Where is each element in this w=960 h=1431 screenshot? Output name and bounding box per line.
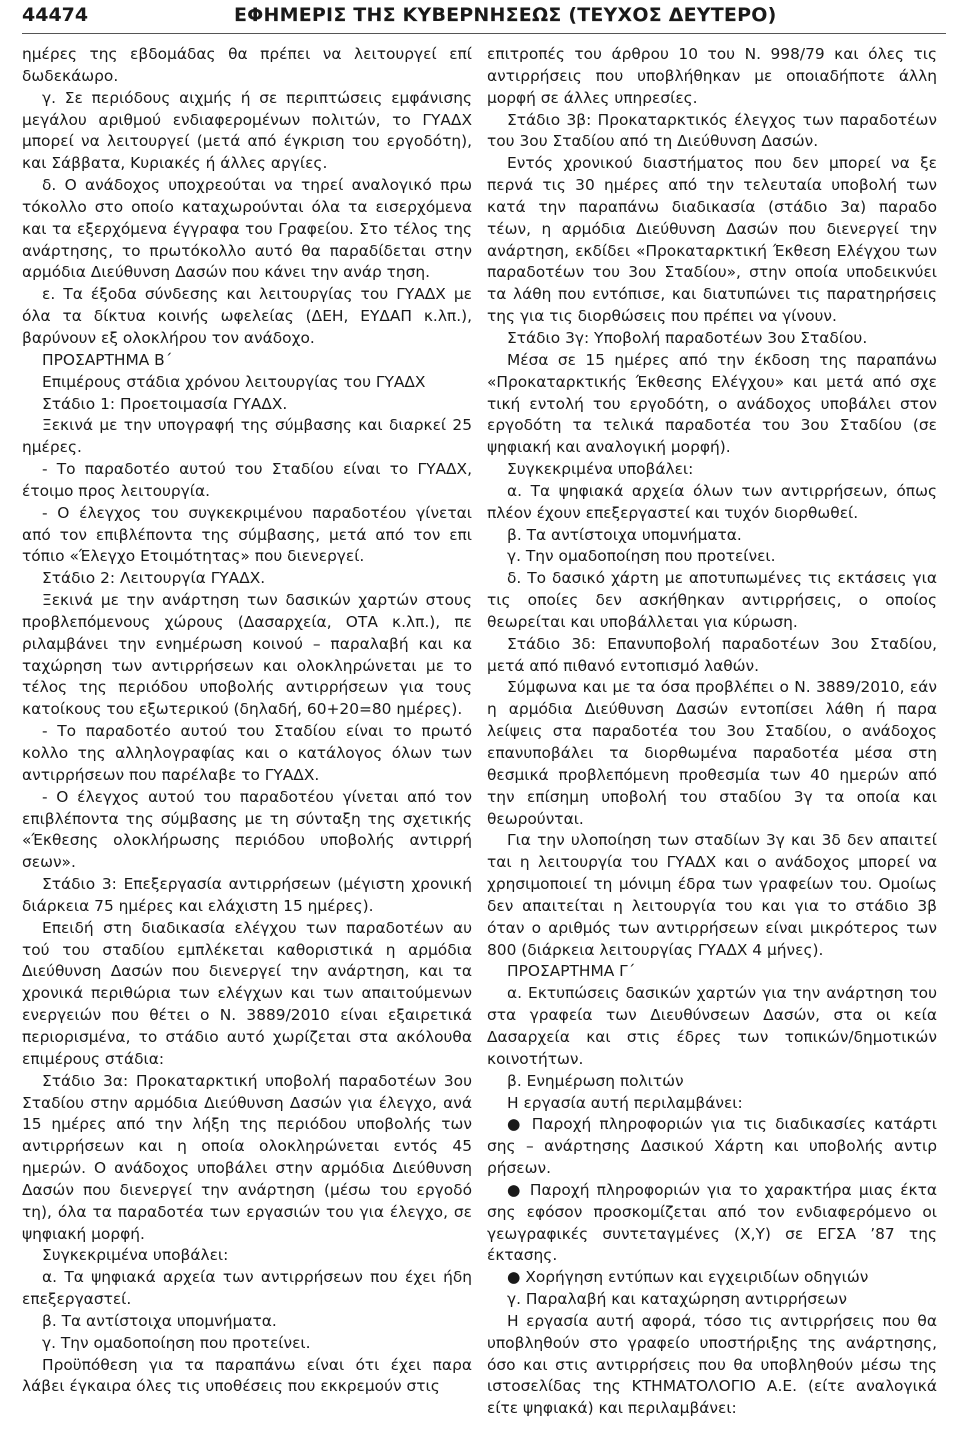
paragraph: Στάδιο 3α: Προκαταρκτική υποβολή παραδοτέων 3ου Σταδίου στην αρμόδια Διεύθυνση Δασών για έλεγχο, ανά 15 ημέρες από την λήξη της περιόδου υποβολής των αντιρρήσεων και η οποία ολοκληρώνεται εντός 45 ημερών. Ο ανάδοχος υποβάλει στην αρμόδια Διεύθυνση Δασών που διενεργεί την ανάρτηση (μέσω του εργοδό τη), όλα τα παραδοτέα των εργασιών του για έλεγχο, σε ψηφιακή μορφή.	[22, 1071, 472, 1243]
paragraph: δ. Ο ανάδοχος υποχρεούται να τηρεί αναλογικό πρω τόκολλο στο οποίο καταχωρούνται όλα τα εισερχόμενα και τα εξερχόμενα έγγραφα του Γραφείου. Στο τέλος της ανάρτησης, το πρωτόκολλο αυτό θα παραδίδεται στην αρμόδια Διεύθυνση Δασών που κάνει την ανάρ τηση.	[22, 176, 472, 282]
paragraph: Σύμφωνα και με τα όσα προβλέπει ο Ν. 3889/2010, εάν η αρμόδια Διεύθυνση Δασών εντοπίσει λάθη ή παρα λείψεις στα παραδοτέα του 3ου Σταδίου, ο ανάδοχος επανυποβάλει τα διορθωμένα παραδοτέα μέσα στη θεσμικά προβλεπόμενη προθεσμία των 40 ημερών από την επίσημη υποβολή του σταδίου 3γ τα οποία και θεωρούνται.	[487, 678, 937, 828]
paragraph: α. Εκτυπώσεις δασικών χαρτών για την ανάρτηση του στα γραφεία των Διευθύνσεων Δασών, στα οι κεία Δασαρχεία και στις έδρες των τοπικών/δημοτικών κοινοτήτων.	[487, 984, 937, 1068]
list-item: γ. Την ομαδοποίηση που προτείνει.	[42, 1333, 311, 1352]
list-item: γ. Την ομαδοποίηση που προτείνει.	[507, 547, 776, 566]
paragraph: Η εργασία αυτή αφορά, τόσο τις αντιρρήσεις που θα υποβληθούν στο γραφείο υποστήριξης της ανάρτησης, όσο και στις αντιρρήσεις που θα υποβληθούν μέσω της ιστοσελίδας της ΚΤΗΜΑΤΟΛΟΓΙΟ Α.Ε. (είτε αναλογικά είτε ψηφιακά) και περιλαμβάνει:	[487, 1311, 937, 1418]
list-item: α. Τα ψηφιακά αρχεία όλων των αντιρρήσεων, όπως πλέον έχουν επεξεργαστεί και τυχόν διορθωθεί.	[487, 481, 937, 522]
header-rule	[22, 33, 946, 34]
list-item: β. Τα αντίστοιχα υπομνήματα.	[42, 1311, 277, 1330]
right-column	[487, 44, 937, 1420]
paragraph: Για την υλοποίηση των σταδίων 3γ και 3δ δεν απαιτεί ται η λειτουργία του ΓΥΑΔΧ και ο ανάδοχος μπορεί να χρησιμοποιεί τη μόνιμη έδρα των γραφείων του. Ομοίως δεν απαιτείται η λειτουργία του και για το στάδιο 3β όταν ο αριθμός των αντιρρήσεων είναι μικρότερος των 800 (διάρκεια λειτουργίας ΓΥΑΔΧ 4 μήνες).	[487, 831, 937, 959]
paragraph: Προϋπόθεση για τα παραπάνω είναι ότι έχει παρα λάβει έγκαιρα όλες τις υποθέσεις που εκκρεμούν στις	[22, 1355, 472, 1396]
paragraph: β. Ενημέρωση πολιτών	[507, 1071, 684, 1090]
bullet-item: ● Παροχή πληροφοριών για το χαρακτήρα μιας έκτα σης εφόσον προσκομίζεται από τον ενδιαφερόμενο οι γεωγραφικές συντεταγμένες (Χ,Υ) σε ΕΓΣΑ ’87 της έκτασης.	[487, 1180, 937, 1265]
paragraph: - Ο έλεγχος αυτού του παραδοτέου γίνεται από τον επιβλέποντα της σύμβασης με τη σύνταξη της σχετικής «Έκθεσης ολοκλήρωσης περιόδου υποβολής αντιρρή σεων».	[22, 787, 472, 872]
paragraph: επιτροπές του άρθρου 10 του Ν. 998/79 και όλες τις αντιρρήσεις που υποβλήθηκαν με οποιαδήποτε άλλη μορφή σε άλλες υπηρεσίες.	[487, 45, 937, 107]
bullet-item: ● Παροχή πληροφοριών για τις διαδικασίες κατάρτι σης – ανάρτησης Δασικού Χάρτη και υποβολής αντιρ ρήσεων.	[487, 1115, 937, 1178]
paragraph: - Το παραδοτέο αυτού του Σταδίου είναι το πρωτό κολλο της αλληλογραφίας και ο κατάλογος όλων των αντιρρήσεων που παρέλαβε το ΓΥΑΔΧ.	[22, 722, 472, 784]
paragraph: Συγκεκριμένα υποβάλει:	[42, 1246, 229, 1265]
paragraph: - Ο έλεγχος του συγκεκριμένου παραδοτέου γίνεται από τον επιβλέποντα της σύμβασης, μετά από τον επι τόπιο «Έλεγχο Ετοιμότητας» που διενεργεί.	[22, 503, 472, 566]
annex-heading: ΠΡΟΣΑΡΤΗΜΑ Β΄	[42, 350, 173, 369]
paragraph: Επειδή στη διαδικασία ελέγχου των παραδοτέων αυ τού του σταδίου εμπλέκεται καθοριστικά η αρμόδια Διεύθυνση Δασών που διενεργεί την ανάρτηση, και τα χρονικά περιθώρια των ελέγχων και των απαιτούμενων ενεργειών που θέτει ο Ν. 3889/2010 είναι εξαιρετικά περιορισμένα, το στάδιο αυτό χωρίζεται στα ακόλουθα επιμέρους στάδια:	[22, 918, 472, 1068]
list-item: δ. Το δασικό χάρτη με αποτυπωμένες τις εκτάσεις για τις οποίες δεν ασκήθηκαν αντιρρήσεις, ο οποίος θεωρείται και υποβάλλεται για κύρωση.	[487, 569, 937, 631]
list-item: β. Τα αντίστοιχα υπομνήματα.	[507, 525, 742, 544]
stage-heading: Στάδιο 3β: Προκαταρκτικός έλεγχος των παραδοτέων του 3ου Σταδίου από τη Διεύθυνση Δασών.	[487, 110, 937, 151]
paragraph: Η εργασία αυτή περιλαμβάνει:	[507, 1093, 743, 1112]
paragraph: Μέσα σε 15 ημέρες από την έκδοση της παραπάνω «Προκαταρκτικής Έκθεσης Ελέγχου» και μετά από σχε τική εντολή του εργοδότη, ο ανάδοχος υποβάλει στον εργοδότη τα τελικά παραδοτέα του 3ου Σταδίου (σε ψηφιακή και αναλογική μορφή).	[487, 350, 937, 457]
paragraph: Εντός χρονικού διαστήματος που δεν μπορεί να ξε περνά τις 30 ημέρες από την τελευταία υποβολή των κατά την παραπάνω διαδικασία (στάδιο 3α) παραδο τέων, η αρμόδια Διεύθυνση Δασών που διενεργεί την ανάρτηση, εκδίδει «Προκαταρκτική Έκθεση Ελέγχου των παραδοτέων του 3ου Σταδίου», στην οποία υποδεικνύει τα λάθη που εντόπισε, και διατυπώνει τις παρατηρήσεις της για τις διορθώσεις που πρέπει να γίνουν.	[487, 154, 937, 326]
paragraph: ε. Τα έξοδα σύνδεσης και λειτουργίας του ΓΥΑΔΧ με όλα τα δίκτυα κοινής ωφελείας (ΔΕΗ, ΕΥΔΑΠ κ.λπ.), βαρύνουν εξ ολοκλήρου τον ανάδοχο.	[22, 285, 472, 347]
stage-heading: Στάδιο 1: Προετοιμασία ΓΥΑΔΧ.	[42, 394, 288, 413]
left-column	[22, 44, 472, 1398]
paragraph: - Το παραδοτέο αυτού του Σταδίου είναι το ΓΥΑΔΧ, έτοιμο προς λειτουργία.	[22, 460, 472, 500]
stage-heading: Στάδιο 3γ: Υποβολή παραδοτέων 3ου Σταδίου.	[507, 328, 868, 347]
running-head: ΕΦΗΜΕΡΙΣ ΤΗΣ ΚΥΒΕΡΝΗΣΕΩΣ (ΤΕΥΧΟΣ ΔΕΥΤΕΡΟ)	[234, 4, 777, 26]
paragraph: Ξεκινά με την ανάρτηση των δασικών χαρτών στους προβλεπόμενους χώρους (Δασαρχεία, ΟΤΑ κ.λπ.), πε ριλαμβάνει την ενημέρωση κοινού – παραλαβή και κα ταχώρηση των αντιρρήσεων και ολοκληρώνεται με το τέλος της περιόδου υποβολής αντιρρήσεων για τους κατοίκους του εξωτερικού (δηλαδή, 60+20=80 ημέρες).	[22, 591, 472, 719]
stage-heading: Στάδιο 3: Επεξεργασία αντιρρήσεων (μέγιστη χρονική διάρκεια 75 ημέρες και ελάχιστη 15 ημέρες).	[22, 875, 472, 915]
paragraph: Συγκεκριμένα υποβάλει:	[507, 460, 694, 479]
paragraph: Ξεκινά με την υπογραφή της σύμβασης και διαρκεί 25 ημέρες.	[22, 416, 472, 457]
stage-heading: Στάδιο 2: Λειτουργία ΓΥΑΔΧ.	[42, 569, 266, 588]
page-number: 44474	[22, 4, 89, 26]
paragraph: γ. Παραλαβή και καταχώρηση αντιρρήσεων	[507, 1290, 847, 1309]
stage-heading: Στάδιο 3δ: Επανυποβολή παραδοτέων 3ου Σταδίου, μετά από πιθανό εντοπισμό λαθών.	[487, 634, 937, 675]
list-item: α. Τα ψηφιακά αρχεία των αντιρρήσεων που έχει ήδη επεξεργαστεί.	[22, 1268, 472, 1309]
annex-subheading: Επιμέρους στάδια χρόνου λειτουργίας του ΓΥΑΔΧ	[42, 372, 426, 391]
page-header	[22, 4, 944, 34]
annex-heading: ΠΡΟΣΑΡΤΗΜΑ Γ΄	[507, 962, 636, 981]
paragraph: ημέρες της εβδομάδας θα πρέπει να λειτουργεί επί δωδεκάωρο.	[22, 45, 472, 85]
bullet-item: ● Χορήγηση εντύπων και εγχειριδίων οδηγιών	[507, 1268, 869, 1287]
paragraph: γ. Σε περιόδους αιχμής ή σε περιπτώσεις εμφάνισης μεγάλου αριθμού ενδιαφερομένων πολιτών, το ΓΥΑΔΧ μπορεί να λειτουργεί (μετά από έγκριση του εργοδότη), και Σάββατα, Κυριακές ή άλλες αργίες.	[22, 88, 472, 173]
